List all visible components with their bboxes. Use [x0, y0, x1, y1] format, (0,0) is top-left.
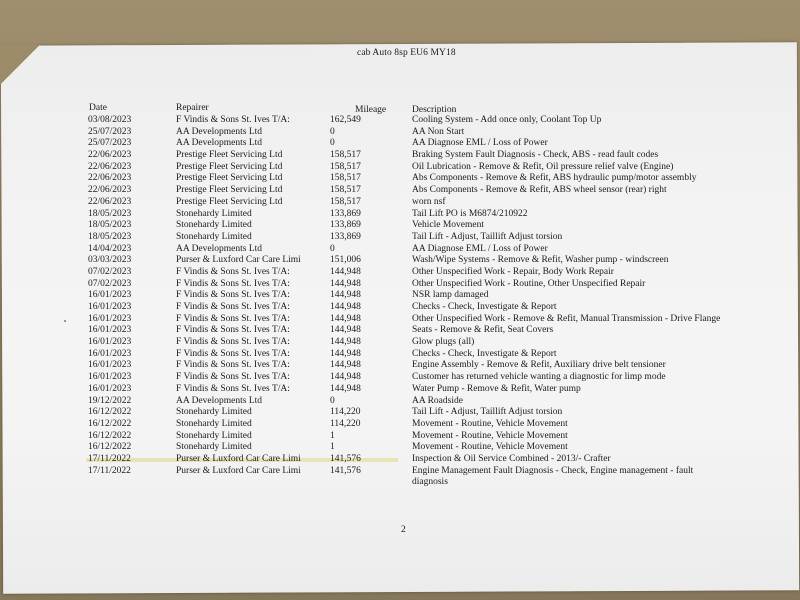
cell-repairer: Purser & Luxford Car Care Limi: [176, 465, 301, 476]
cell-mileage: 144,948: [330, 383, 361, 394]
cell-repairer: F Vindis & Sons St. Ives T/A:: [176, 372, 290, 383]
cell-repairer: Prestige Fleet Servicing Ltd: [176, 185, 283, 196]
cell-date: 14/04/2023: [88, 243, 132, 254]
table-row: [0, 419, 800, 431]
header-description: Description: [412, 105, 457, 115]
cell-repairer: AA Developments Ltd: [176, 243, 263, 254]
cell-description: Engine Management Fault Diagnosis - Check, Engine management - fault diagnosis: [412, 465, 694, 488]
table-row: [0, 290, 800, 302]
cell-repairer: F Vindis & Sons St. Ives T/A:: [176, 266, 290, 277]
cell-description: Water Pump - Remove & Refit, Water pump: [412, 383, 581, 394]
cell-mileage: 1: [330, 430, 335, 441]
table-row: [0, 185, 800, 197]
cell-description: Customer has returned vehicle wanting a diagnostic for limp mode: [412, 372, 666, 383]
cell-mileage: 114,220: [330, 407, 361, 418]
cell-mileage: 158,517: [330, 150, 361, 161]
cell-mileage: 144,948: [330, 337, 361, 348]
table-row: [0, 279, 800, 291]
cell-repairer: Prestige Fleet Servicing Ltd: [176, 150, 283, 161]
cell-description: Movement - Routine, Vehicle Movement: [412, 430, 568, 441]
cell-repairer: Prestige Fleet Servicing Ltd: [176, 173, 283, 184]
cell-description: NSR lamp damaged: [412, 290, 489, 301]
cell-date: 18/05/2023: [88, 231, 132, 242]
document-title: cab Auto 8sp EU6 MY18: [357, 48, 456, 58]
cell-description: worn nsf: [412, 196, 446, 207]
cell-mileage: 144,948: [330, 360, 361, 371]
cell-description: Movement - Routine, Vehicle Movement: [412, 418, 568, 429]
cell-description: Wash/Wipe Systems - Remove & Refit, Washer pump - windscreen: [412, 255, 669, 266]
cell-mileage: 141,576: [330, 465, 361, 476]
table-row: [0, 442, 800, 454]
table-row: [0, 396, 800, 408]
cell-date: 18/05/2023: [88, 220, 132, 231]
cell-description: Other Unspecified Work - Repair, Body Work Repair: [412, 266, 614, 277]
cell-repairer: Stonehardy Limited: [176, 220, 252, 231]
cell-date: 16/12/2022: [88, 430, 132, 441]
table-row: [0, 173, 800, 185]
header-mileage: Mileage: [355, 105, 387, 115]
cell-description: Seats - Remove & Refit, Seat Covers: [412, 325, 554, 336]
cell-repairer: Prestige Fleet Servicing Ltd: [176, 196, 283, 207]
table-row: [0, 115, 800, 127]
cell-date: 18/05/2023: [88, 208, 132, 219]
table-row: [0, 244, 800, 256]
table-row: [0, 138, 800, 150]
cell-mileage: 133,869: [330, 231, 361, 242]
cell-mileage: 144,948: [330, 290, 361, 301]
cell-description: Movement - Routine, Vehicle Movement: [412, 442, 568, 453]
header-date: Date: [89, 103, 107, 113]
cell-date: 16/01/2023: [88, 383, 132, 394]
cell-date: 07/02/2023: [88, 278, 132, 289]
table-row: [0, 302, 800, 314]
cell-mileage: 151,006: [330, 255, 361, 266]
table-row: [0, 267, 800, 279]
cell-description: Tail Lift - Adjust, Taillift Adjust torsion: [412, 407, 563, 418]
cell-repairer: F Vindis & Sons St. Ives T/A:: [176, 348, 290, 359]
cell-description: Tail Lift - Adjust, Taillift Adjust torsion: [412, 231, 563, 242]
table-row: [0, 407, 800, 419]
table-row: [0, 150, 800, 162]
cell-date: 03/03/2023: [88, 255, 132, 266]
cell-description: Checks - Check, Investigate & Report: [412, 348, 557, 359]
cell-repairer: F Vindis & Sons St. Ives T/A:: [176, 360, 290, 371]
cell-repairer: Stonehardy Limited: [176, 407, 252, 418]
cell-repairer: Purser & Luxford Car Care Limi: [176, 255, 301, 266]
table-row: [0, 349, 800, 361]
table-row: [0, 466, 800, 488]
cell-mileage: 144,948: [330, 266, 361, 277]
cell-date: 16/12/2022: [88, 442, 132, 453]
cell-mileage: 158,517: [330, 185, 361, 196]
cell-repairer: F Vindis & Sons St. Ives T/A:: [176, 302, 290, 312]
cell-mileage: 144,948: [330, 313, 361, 324]
cell-repairer: Purser & Luxford Car Care Limi: [176, 453, 301, 464]
cell-date: 25/07/2023: [88, 126, 132, 137]
cell-date: 16/01/2023: [88, 302, 132, 312]
cell-mileage: 144,948: [330, 302, 361, 312]
cell-date: 17/11/2022: [88, 453, 131, 464]
cell-date: 16/01/2023: [88, 372, 132, 383]
cell-description: AA Diagnose EML / Loss of Power: [412, 243, 548, 254]
cell-repairer: F Vindis & Sons St. Ives T/A:: [176, 115, 290, 125]
cell-repairer: Prestige Fleet Servicing Ltd: [176, 161, 283, 172]
cell-description: AA Diagnose EML / Loss of Power: [412, 138, 548, 149]
cell-repairer: F Vindis & Sons St. Ives T/A:: [176, 325, 290, 336]
cell-mileage: 0: [330, 243, 335, 254]
cell-repairer: Stonehardy Limited: [176, 231, 252, 242]
table-row: [0, 232, 800, 244]
cell-date: 16/12/2022: [88, 407, 132, 418]
cell-repairer: F Vindis & Sons St. Ives T/A:: [176, 337, 290, 348]
cell-date: 16/01/2023: [88, 313, 132, 324]
cell-repairer: Stonehardy Limited: [176, 442, 252, 453]
cell-date: 16/01/2023: [88, 337, 132, 348]
cell-mileage: 144,948: [330, 325, 361, 336]
cell-date: 25/07/2023: [88, 138, 132, 149]
cell-mileage: 144,948: [330, 278, 361, 289]
cell-description: Vehicle Movement: [412, 220, 485, 231]
table-row: [0, 384, 800, 396]
cell-description: Tail Lift PO is M6874/210922: [412, 208, 528, 219]
table-row: [0, 372, 800, 384]
cell-description: AA Non Start: [412, 126, 465, 137]
table-row: [0, 162, 800, 174]
cell-mileage: 141,576: [330, 453, 361, 464]
cell-mileage: 162,549: [330, 115, 361, 125]
cell-mileage: 133,869: [330, 220, 361, 231]
service-history-table: [0, 115, 800, 488]
cell-description: AA Roadside: [412, 395, 463, 406]
cell-date: 16/12/2022: [88, 418, 132, 429]
table-row: [0, 325, 800, 337]
cell-mileage: 114,220: [330, 418, 361, 429]
cell-mileage: 133,869: [330, 208, 361, 219]
cell-mileage: 158,517: [330, 173, 361, 184]
cell-date: 03/08/2023: [88, 115, 132, 125]
cell-description: Abs Components - Remove & Refit, ABS wheel sensor (rear) right: [412, 185, 667, 196]
scan-dot: [64, 320, 66, 322]
cell-mileage: 158,517: [330, 161, 361, 172]
cell-repairer: AA Developments Ltd: [176, 395, 263, 406]
cell-date: 22/06/2023: [88, 150, 132, 161]
cell-repairer: Stonehardy Limited: [176, 418, 252, 429]
cell-description: Braking System Fault Diagnosis - Check, ABS - read fault codes: [412, 150, 659, 161]
table-row: [0, 360, 800, 372]
header-repairer: Repairer: [176, 103, 209, 113]
cell-date: 22/06/2023: [88, 161, 132, 172]
cell-description: Inspection & Oil Service Combined - 2013/- Crafter: [412, 453, 611, 464]
cell-description: Checks - Check, Investigate & Report: [412, 302, 557, 312]
table-row: [0, 454, 800, 466]
folded-corner: [0, 44, 42, 84]
cell-date: 19/12/2022: [88, 395, 132, 406]
cell-description: Other Unspecified Work - Routine, Other Unspecified Repair: [412, 278, 646, 289]
cell-mileage: 158,517: [330, 196, 361, 207]
cell-date: 16/01/2023: [88, 325, 132, 336]
cell-mileage: 1: [330, 442, 335, 453]
cell-repairer: Stonehardy Limited: [176, 430, 252, 441]
cell-mileage: 0: [330, 126, 335, 137]
cell-repairer: F Vindis & Sons St. Ives T/A:: [176, 278, 290, 289]
table-row: [0, 197, 800, 209]
table-row: [0, 209, 800, 221]
cell-date: 07/02/2023: [88, 266, 132, 277]
cell-mileage: 0: [330, 395, 335, 406]
table-row: [0, 314, 800, 326]
cell-date: 22/06/2023: [88, 196, 132, 207]
page-number: 2: [401, 525, 406, 535]
cell-date: 17/11/2022: [88, 465, 131, 476]
table-row: [0, 337, 800, 349]
cell-description: Oil Lubrication - Remove & Refit, Oil pressure relief valve (Engine): [412, 161, 674, 172]
cell-description: Cooling System - Add once only, Coolant Top Up: [412, 115, 602, 125]
cell-mileage: 0: [330, 138, 335, 149]
cell-date: 16/01/2023: [88, 360, 132, 371]
cell-description: Engine Assembly - Remove & Refit, Auxiliary drive belt tensioner: [412, 360, 666, 371]
cell-repairer: F Vindis & Sons St. Ives T/A:: [176, 290, 290, 301]
table-row: [0, 255, 800, 267]
table-row: [0, 431, 800, 443]
cell-mileage: 144,948: [330, 348, 361, 359]
cell-repairer: Stonehardy Limited: [176, 208, 252, 219]
cell-mileage: 144,948: [330, 372, 361, 383]
cell-date: 22/06/2023: [88, 173, 132, 184]
cell-repairer: AA Developments Ltd: [176, 126, 263, 137]
cell-date: 22/06/2023: [88, 185, 132, 196]
cell-repairer: F Vindis & Sons St. Ives T/A:: [176, 313, 290, 324]
cell-description: Other Unspecified Work - Remove & Refit, Manual Transmission - Drive Flange: [412, 313, 721, 324]
cell-repairer: F Vindis & Sons St. Ives T/A:: [176, 383, 290, 394]
cell-date: 16/01/2023: [88, 290, 132, 301]
cell-description: Abs Components - Remove & Refit, ABS hydraulic pump/motor assembly: [412, 173, 697, 184]
cell-description: Glow plugs (all): [412, 337, 475, 348]
cell-repairer: AA Developments Ltd: [176, 138, 263, 149]
table-row: [0, 127, 800, 139]
cell-date: 16/01/2023: [88, 348, 132, 359]
table-row: [0, 220, 800, 232]
